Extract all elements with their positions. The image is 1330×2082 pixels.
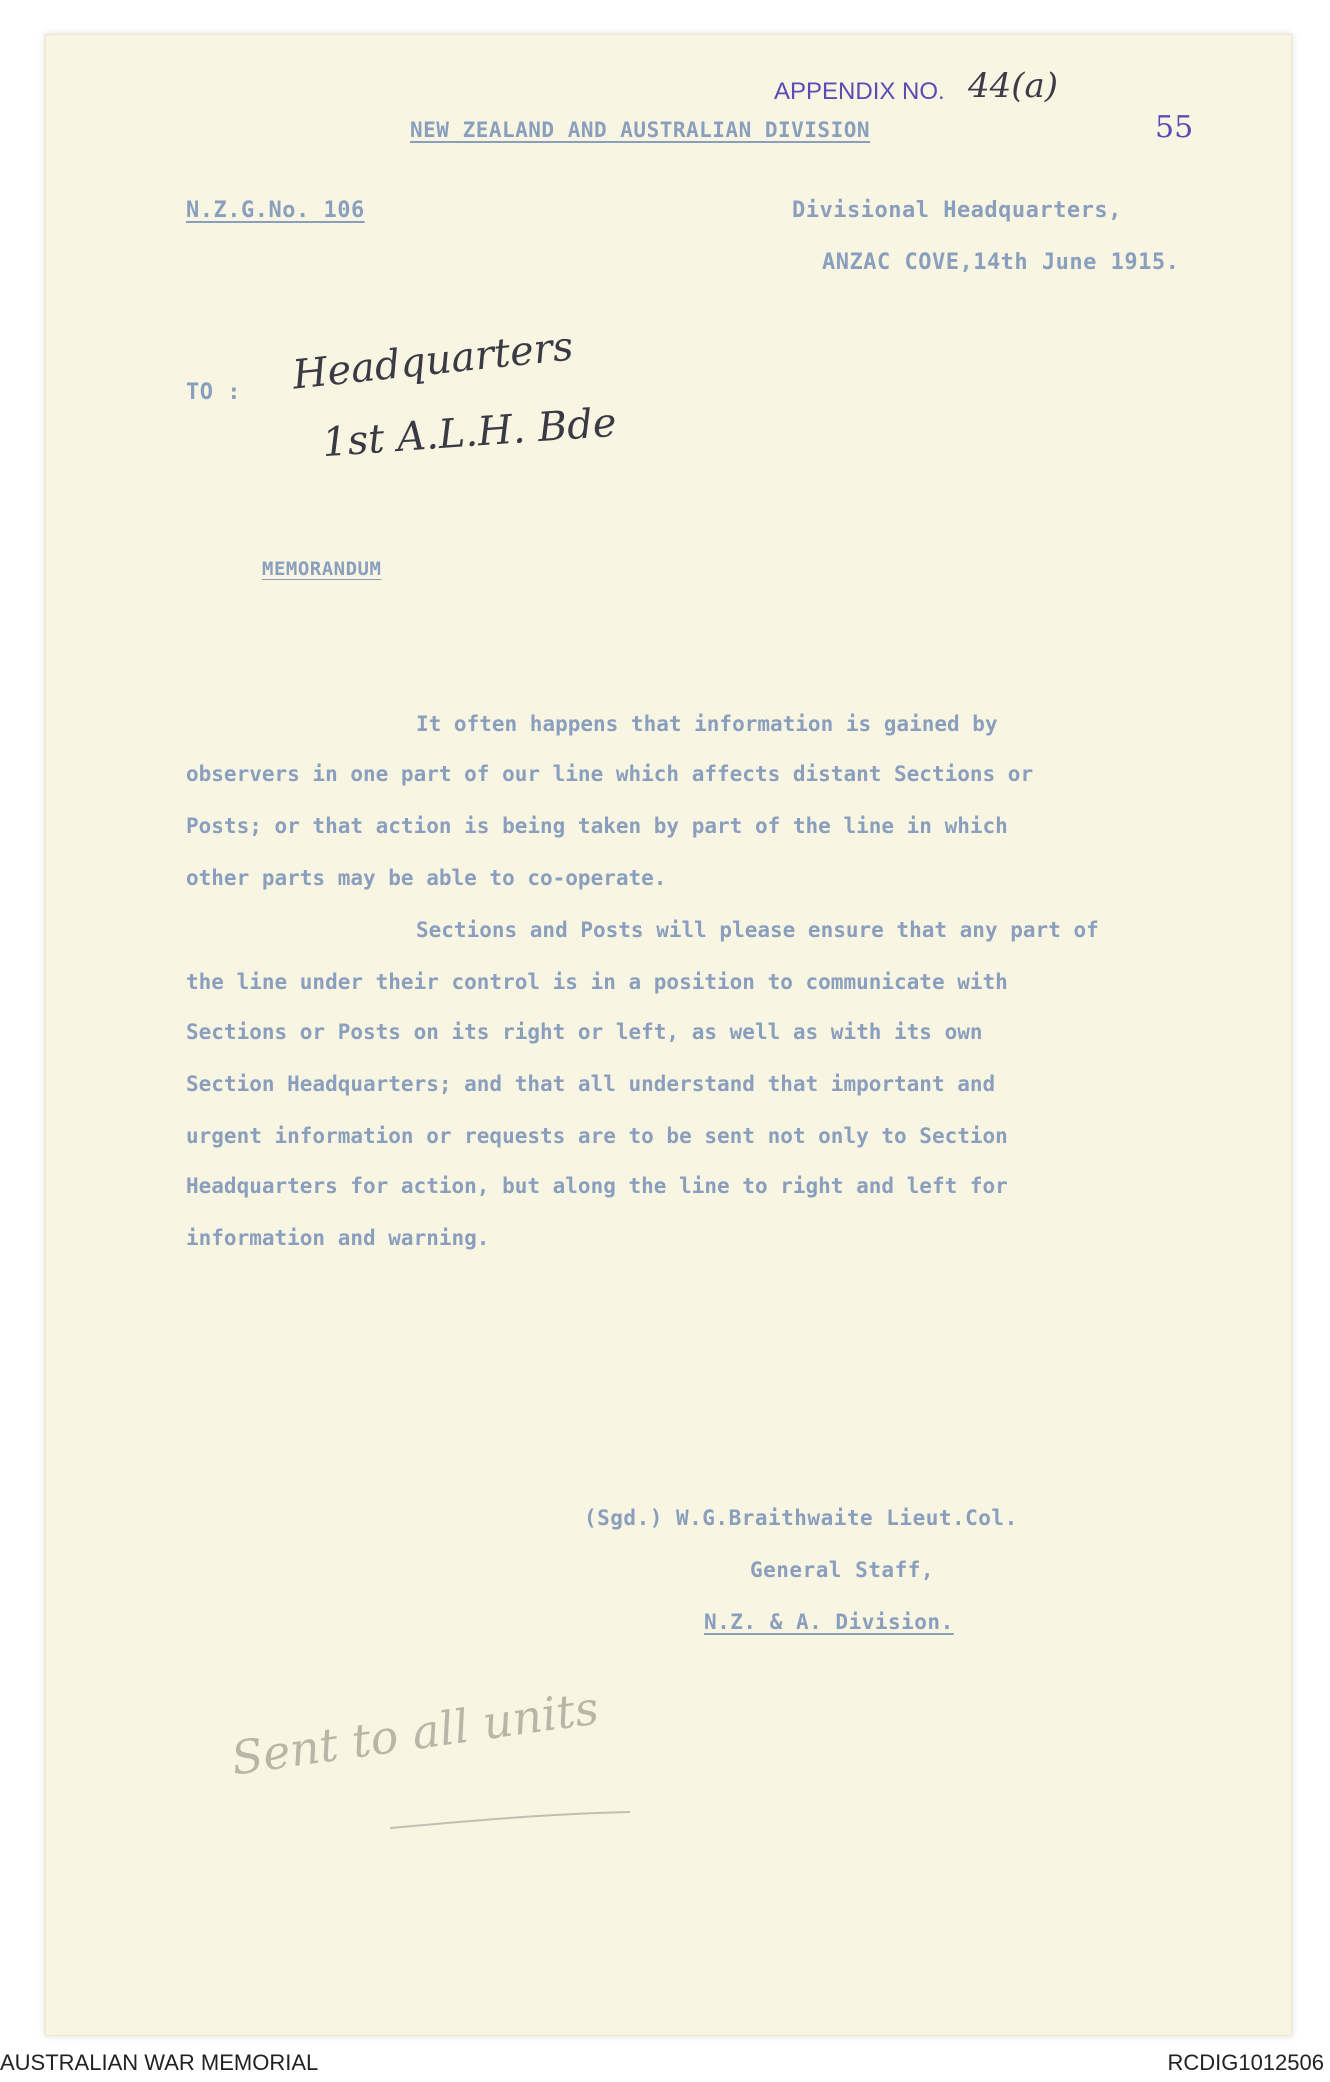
signature-line-3: N.Z. & A. Division. (704, 1610, 954, 1634)
paragraph-2-line: Headquarters for action, but along the line to right and left for (186, 1174, 1008, 1198)
signature-line-1: (Sgd.) W.G.Braithwaite Lieut.Col. (584, 1506, 1018, 1530)
paragraph-2-line: the line under their control is in a position to communicate with (186, 970, 1008, 994)
paragraph-2-line: Sections or Posts on its right or left, as well as with its own (186, 1020, 983, 1044)
appendix-number-handwritten: 44(a) (968, 66, 1059, 106)
to-label: TO : (186, 380, 241, 405)
footer-record-id: RCDIG1012506 (1167, 2050, 1324, 2075)
footer-credit: AUSTRALIAN WAR MEMORIAL (0, 2050, 319, 2075)
signature-line-2: General Staff, (750, 1558, 935, 1582)
paragraph-2-line: urgent information or requests are to be sent not only to Section (186, 1124, 1008, 1148)
paragraph-1-line: other parts may be able to co-operate. (186, 866, 667, 890)
headquarters-line-1: Divisional Headquarters, (792, 198, 1122, 223)
pencil-annotation: Sent to all units (228, 1680, 602, 1786)
paragraph-1-line: observers in one part of our line which affects distant Sections or (186, 762, 1034, 786)
memo-title: MEMORANDUM (262, 558, 382, 580)
appendix-stamp-label: APPENDIX NO. (774, 78, 945, 105)
paragraph-2-line: information and warning. (186, 1226, 490, 1250)
reference-number: N.Z.G.No. 106 (186, 198, 365, 223)
pencil-stroke (380, 1800, 640, 1840)
addressee-line-1-handwritten: Headquarters (290, 323, 576, 399)
paragraph-1-line: Posts; or that action is being taken by part of the line in which (186, 814, 1008, 838)
folio-number: 55 (1155, 110, 1194, 145)
paragraph-2-line: Section Headquarters; and that all understand that important and (186, 1072, 996, 1096)
division-title: NEW ZEALAND AND AUSTRALIAN DIVISION (410, 118, 871, 142)
paragraph-2-line: Sections and Posts will please ensure that any part of (416, 918, 1099, 942)
headquarters-line-2: ANZAC COVE,14th June 1915. (822, 250, 1180, 275)
paragraph-1-line: It often happens that information is gained by (416, 712, 998, 736)
addressee-line-2-handwritten: 1st A.L.H. Bde (320, 399, 618, 467)
